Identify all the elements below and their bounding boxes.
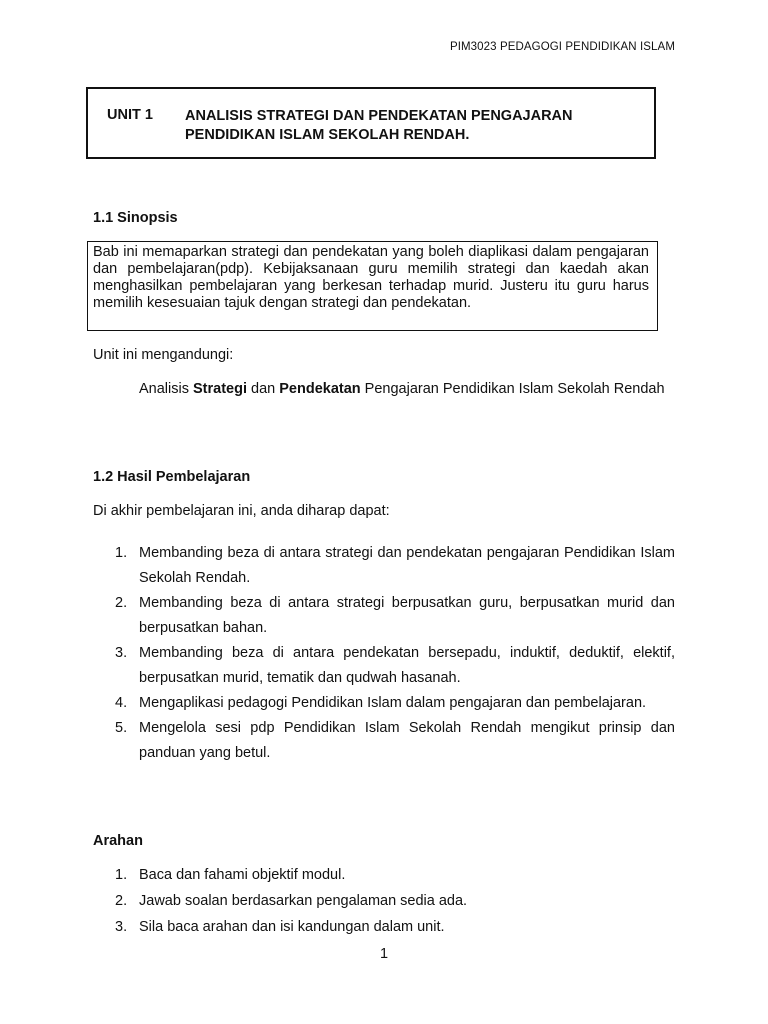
contents-item-bold: Strategi (193, 381, 247, 397)
contents-item-text: Analisis (139, 381, 193, 397)
list-item-number: 5. (115, 720, 128, 736)
unit-title-box (86, 87, 656, 159)
outcomes-heading: 1.2 Hasil Pembelajaran (93, 469, 251, 485)
list-item-number: 2. (115, 893, 128, 909)
list-item (94, 641, 675, 691)
list-item-text: Membanding beza di antara strategi berpusatkan guru, berpusatkan murid dan berpusatkan bahan. (139, 595, 675, 636)
list-item-number: 4. (115, 695, 128, 711)
contents-item (139, 379, 675, 399)
list-item-text: Mengelola sesi pdp Pendidikan Islam Sekolah Rendah mengikut prinsip dan panduan yang betul. (139, 720, 675, 761)
unit-label: UNIT 1 (107, 107, 153, 123)
synopsis-box (87, 241, 658, 331)
list-item-number: 1. (115, 545, 128, 561)
contents-item-text: Pengajaran Pendidikan Islam Sekolah Rendah (360, 381, 665, 397)
list-item (94, 541, 675, 591)
contents-intro: Unit ini mengandungi: (93, 347, 234, 363)
list-item (94, 691, 675, 716)
directions-heading: Arahan (93, 833, 143, 849)
list-item (94, 716, 675, 766)
list-item-number: 3. (115, 919, 128, 935)
list-item-number: 3. (115, 645, 128, 661)
list-item-text: Jawab soalan berdasarkan pengalaman sedia ada. (139, 893, 468, 909)
list-item-text: Baca dan fahami objektif modul. (139, 867, 346, 883)
list-item (94, 862, 675, 888)
page-number: 1 (379, 946, 389, 962)
list-item-number: 2. (115, 595, 128, 611)
list-item-text: Sila baca arahan dan isi kandungan dalam unit. (139, 919, 445, 935)
contents-item-bold: Pendekatan (279, 381, 361, 397)
list-item-text: Mengaplikasi pedagogi Pendidikan Islam dalam pengajaran dan pembelajaran. (139, 695, 647, 711)
list-item (94, 914, 675, 940)
unit-title: ANALISIS STRATEGI DAN PENDEKATAN PENGAJARAN PENDIDIKAN ISLAM SEKOLAH RENDAH. (185, 108, 573, 143)
outcomes-intro: Di akhir pembelajaran ini, anda diharap dapat: (93, 503, 390, 519)
directions-list (94, 862, 675, 940)
synopsis-heading: 1.1 Sinopsis (93, 210, 178, 226)
list-item-number: 1. (115, 867, 128, 883)
list-item-text: Membanding beza di antara pendekatan bersepadu, induktif, deduktif, elektif, berpusatkan murid, tematik dan qudwah hasanah. (139, 645, 675, 686)
list-item (94, 888, 675, 914)
synopsis-text: Bab ini memaparkan strategi dan pendekatan yang boleh diaplikasi dalam pengajaran dan pembelajaran(pdp). Kebijaksanaan guru memilih strategi dan kaedah akan menghasilkan pembelajaran yang berkesan terhadap murid. Justeru itu guru harus memilih kesesuaian tajuk dengan strategi dan pendekatan. (93, 244, 649, 311)
running-header: PIM3023 PEDAGOGI PENDIDIKAN ISLAM (449, 41, 675, 53)
outcomes-list (94, 541, 675, 766)
list-item-text: Membanding beza di antara strategi dan pendekatan pengajaran Pendidikan Islam Sekolah Rendah. (139, 545, 675, 586)
contents-item-text: dan (247, 381, 280, 397)
list-item (94, 591, 675, 641)
